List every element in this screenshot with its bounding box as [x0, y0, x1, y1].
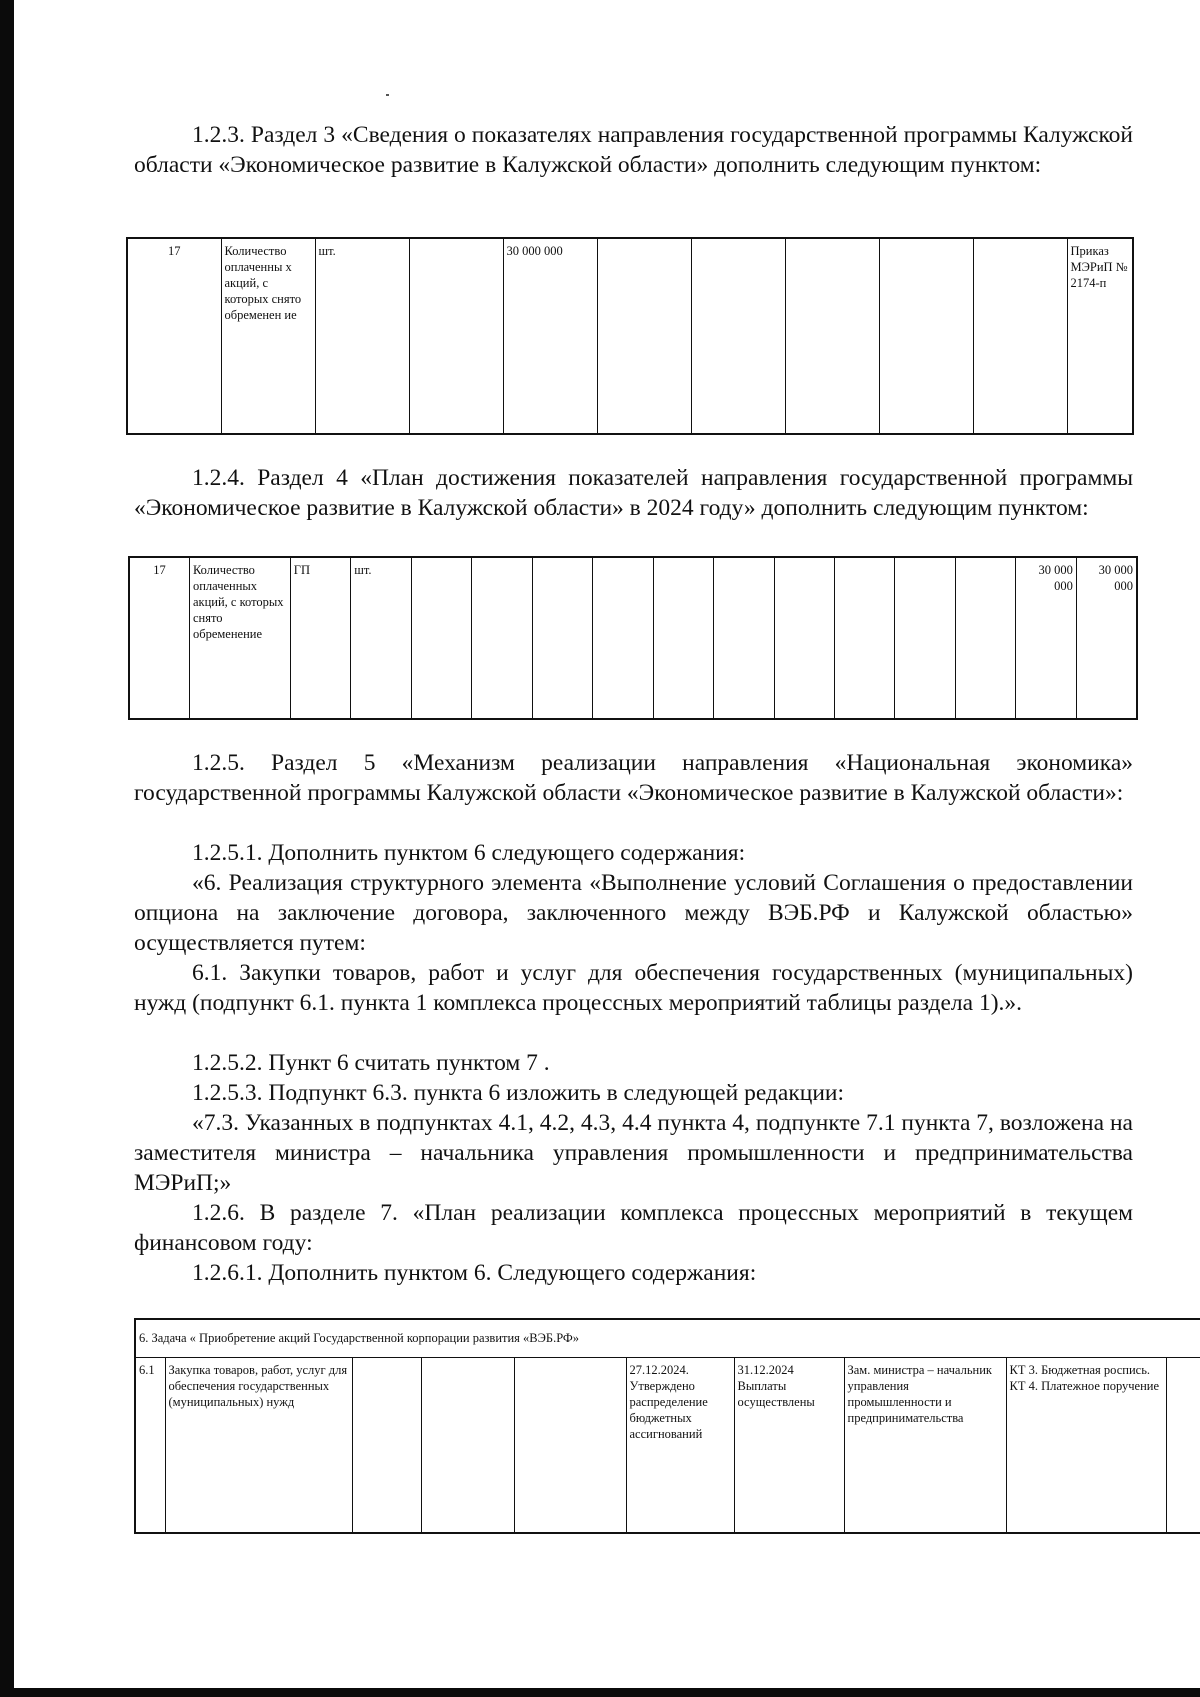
scan-bottom-edge: [0, 1688, 1200, 1697]
table-row: [129, 557, 1137, 719]
level: ГП: [290, 557, 350, 719]
unit: шт.: [315, 238, 409, 434]
indicator-plan-table-2024: [128, 556, 1138, 720]
empty-cell: [409, 238, 503, 434]
paragraph-item-6-1: 6.1. Закупки товаров, работ и услуг для обеспечения государственных (муниципальных) нужд (подпункт 6.1. пункта 1 комплекса процессных мероприятий таблицы раздела 1).».: [134, 960, 1133, 1016]
control-date-2: 31.12.2024 Выплаты осуществлены: [734, 1357, 844, 1533]
paragraph-1-2-3: 1.2.3. Раздел 3 «Сведения о показателях направления государственной программы Калужской области «Экономическое развитие в Калужской области» дополнить следующим пунктом:: [134, 122, 1133, 178]
row-number: 6.1: [135, 1357, 165, 1533]
indicator-name: Количество оплаченны х акций, с которых снято обременен ие: [221, 238, 315, 434]
scan-left-edge: [0, 0, 14, 1697]
process-plan-table: [134, 1318, 1200, 1534]
paragraph-item-6: «6. Реализация структурного элемента «Выполнение условий Соглашения о предоставлении опциона на заключение договора, заключенного между ВЭБ.РФ и Калужской областью» осуществляется путем:: [134, 870, 1133, 956]
paragraph-1-2-4: 1.2.4. Раздел 4 «План достижения показателей направления государственной программы «Экономическое развитие в Калужской области» в 2024 году» дополнить следующим пунктом:: [134, 465, 1133, 521]
empty-cell: [834, 557, 894, 719]
measure-name: Закупка товаров, работ, услуг для обеспечения государственных (муниципальных) нужд: [165, 1357, 352, 1533]
empty-cell: [1166, 1357, 1200, 1533]
paragraph-1-2-5-2: 1.2.5.2. Пункт 6 считать пунктом 7 .: [192, 1050, 550, 1076]
indicator-table-section-3: [126, 237, 1134, 435]
empty-cell: [352, 1357, 421, 1533]
paragraph-1-2-5-1: 1.2.5.1. Дополнить пунктом 6 следующего содержания:: [192, 840, 746, 866]
control-date-1: 27.12.2024. Утверждено распределение бюджетных ассигнований: [626, 1357, 734, 1533]
scan-speck: [386, 94, 389, 96]
empty-cell: [653, 557, 713, 719]
empty-cell: [593, 557, 653, 719]
value-year-end: 30 000 000: [1076, 557, 1137, 719]
paragraph-1-2-5-3: 1.2.5.3. Подпункт 6.3. пункта 6 изложить в следующей редакции:: [192, 1080, 844, 1106]
empty-cell: [714, 557, 774, 719]
unit: шт.: [351, 557, 411, 719]
empty-cell: [532, 557, 592, 719]
empty-cell: [785, 238, 879, 434]
target-value: 30 000 000: [503, 238, 597, 434]
task-header-row: [135, 1319, 1200, 1357]
empty-cell: [411, 557, 471, 719]
paragraph-1-2-6: 1.2.6. В разделе 7. «План реализации комплекса процессных мероприятий в текущем финансовом году:: [134, 1200, 1133, 1256]
source-document: Приказ МЭРиП № 2174-п: [1067, 238, 1133, 434]
indicator-name: Количество оплаченных акций, с которых снято обременение: [189, 557, 290, 719]
empty-cell: [472, 557, 532, 719]
control-points: КТ 3. Бюджетная роспись. КТ 4. Платежное поручение: [1006, 1357, 1166, 1533]
empty-cell: [514, 1357, 626, 1533]
empty-cell: [597, 238, 691, 434]
empty-cell: [973, 238, 1067, 434]
table-row: [127, 238, 1133, 434]
responsible-person: Зам. министра – начальник управления промышленности и предпринимательства: [844, 1357, 1006, 1533]
empty-cell: [691, 238, 785, 434]
empty-cell: [421, 1357, 514, 1533]
empty-cell: [879, 238, 973, 434]
empty-cell: [895, 557, 955, 719]
empty-cell: [774, 557, 834, 719]
row-number: 17: [129, 557, 189, 719]
paragraph-1-2-6-1: 1.2.6.1. Дополнить пунктом 6. Следующего содержания:: [192, 1260, 757, 1286]
paragraph-1-2-5: 1.2.5. Раздел 5 «Механизм реализации направления «Национальная экономика» государственной программы Калужской области «Экономическое развитие в Калужской области»:: [134, 750, 1133, 806]
task-title: 6. Задача « Приобретение акций Государственной корпорации развития «ВЭБ.РФ»: [135, 1319, 1200, 1357]
value-december: 30 000 000: [1016, 557, 1076, 719]
empty-cell: [955, 557, 1015, 719]
row-number: 17: [127, 238, 221, 434]
paragraph-item-7-3: «7.3. Указанных в подпунктах 4.1, 4.2, 4.3, 4.4 пункта 4, подпункте 7.1 пункта 7, возложена на заместителя министра – начальника управления промышленности и предпринимательства МЭРиП;»: [134, 1110, 1133, 1196]
table-row: [135, 1357, 1200, 1533]
